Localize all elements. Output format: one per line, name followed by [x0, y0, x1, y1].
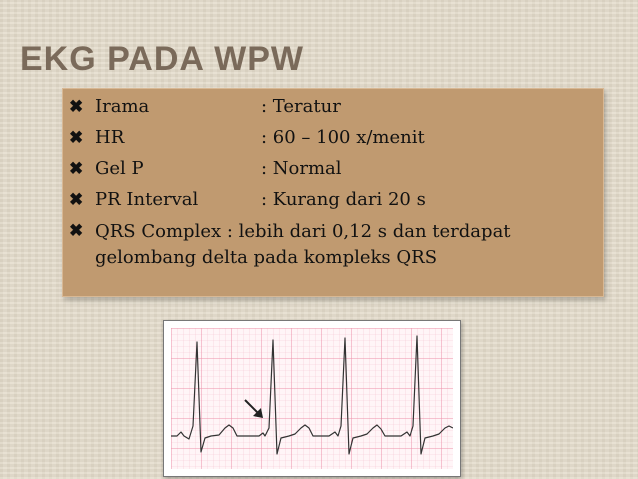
qrs-suffix: QRS: [396, 247, 438, 268]
x-bullet-icon: ✖: [69, 97, 84, 117]
slide-title: EKG PADA WPW: [20, 40, 304, 78]
ecg-strip-image: [163, 320, 461, 477]
x-bullet-icon: ✖: [69, 128, 84, 148]
content-box: [62, 88, 604, 297]
ecg-tracing: [171, 328, 453, 469]
x-bullet-icon: ✖: [69, 221, 84, 241]
item-value: : Kurang dari 20 s: [261, 189, 426, 210]
x-bullet-icon: ✖: [69, 159, 84, 179]
item-label: PR Interval: [95, 189, 199, 210]
ecg-grid: [171, 328, 453, 469]
qrs-prefix: QRS: [95, 221, 136, 242]
item-value: : Normal: [261, 158, 342, 179]
item-label: HR: [95, 127, 125, 148]
x-bullet-icon: ✖: [69, 190, 84, 210]
qrs-description: [95, 219, 565, 271]
qrs-text: Complex : lebih dari 0,12 s dan terdapat gelombang delta pada kompleks: [95, 221, 511, 268]
item-label: Irama: [95, 96, 150, 117]
item-label: Gel P: [95, 158, 144, 179]
item-value: : Teratur: [261, 96, 341, 117]
item-value: : 60 – 100 x/menit: [261, 127, 425, 148]
